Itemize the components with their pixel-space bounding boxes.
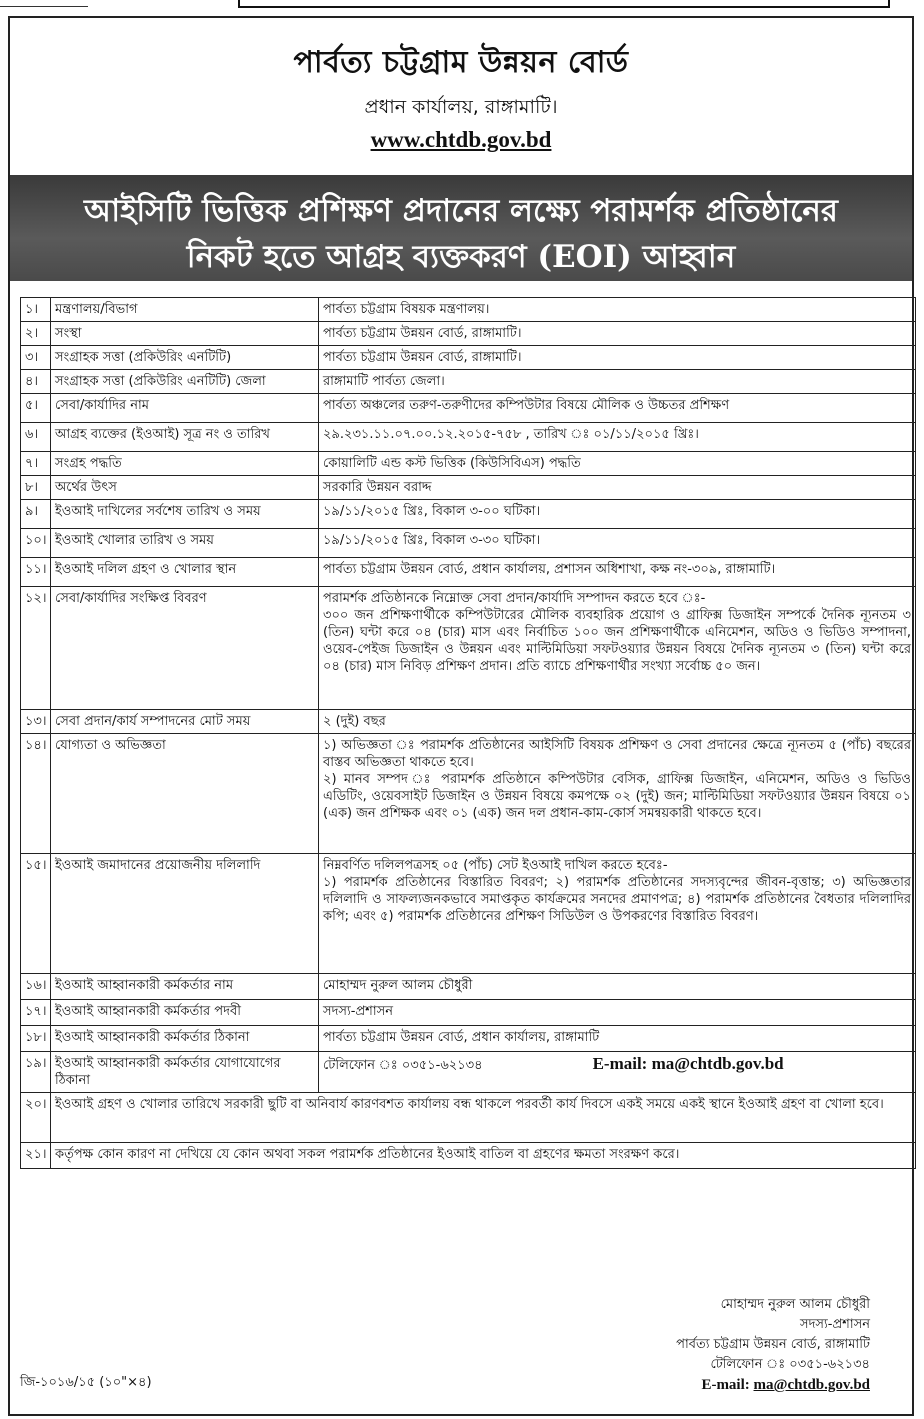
row-label: ইওআই দলিল গ্রহণ ও খোলার স্থান — [51, 558, 319, 587]
table-row — [21, 558, 916, 587]
row-value — [319, 476, 916, 500]
table-row — [21, 529, 916, 558]
row-value-paragraph: সরকারি উন্নয়ন বরাদ্দ — [323, 480, 432, 495]
email-link[interactable]: ma@chtdb.gov.bd — [753, 1377, 870, 1393]
row-value-paragraph: মোহাম্মদ নুরুল আলম চৌধুরী — [323, 978, 473, 993]
banner-line-1: আইসিটি ভিত্তিক প্রশিক্ষণ প্রদানের লক্ষ্যে পরামর্শক প্রতিষ্ঠানের — [84, 193, 838, 229]
row-value-paragraph: সদস্য-প্রশাসন — [323, 1004, 393, 1019]
row-value — [319, 1052, 916, 1093]
row-label: ইওআই জমাদানের প্রয়োজনীয় দলিলাদি — [51, 854, 319, 974]
row-label: সেবা প্রদান/কার্য সম্পাদনের মোট সময় — [51, 710, 319, 734]
row-value-paragraph: পার্বত্য চট্টগ্রাম উন্নয়ন বোর্ড, প্রধান কার্যালয়, রাঙ্গামাটি — [323, 1030, 600, 1045]
row-label: মন্ত্রণালয়/বিভাগ — [51, 298, 319, 322]
table-row-note — [21, 1093, 916, 1143]
row-value-paragraph: ১৯/১১/২০১৫ খ্রিঃ, বিকাল ৩-৩০ ঘটিকা। — [323, 533, 541, 548]
signatory-phone: টেলিফোন ঃ ০৩৫১-৬২১৩৪ — [710, 1357, 870, 1372]
row-value-paragraph: পার্বত্য অঞ্চলের তরুণ-তরুণীদের কম্পিউটার বিষয়ে মৌলিক ও উচ্চতর প্রশিক্ষণ — [323, 398, 730, 413]
table-row — [21, 854, 916, 974]
row-label: ইওআই খোলার তারিখ ও সময় — [51, 529, 319, 558]
row-number: ২। — [21, 322, 51, 346]
eoi-details-table — [20, 297, 916, 1169]
table-row-note — [21, 1143, 916, 1169]
row-value — [319, 298, 916, 322]
notice-title-banner — [10, 175, 912, 281]
row-value-paragraph: ২) মানব সম্পদ ঃ পরামর্শক প্রতিষ্ঠানে কম্পিউটার বেসিক, গ্রাফিক্স ডিজাইন, এনিমেশন, অডিও ও ভিডিও এডিটিং, ওয়েবসাইট ডিজাইন ও উন্নয়ন বিষয়ে কমপক্ষে ০২ (দুই) জন; মাল্টিমিডিয়া সফটওয়্যার উন্নয়ন বিষয়ে ০১ (এক) জন প্রশিক্ষক এবং ০১ (এক) জন দল প্রধান-কাম-কোর্স সমন্বয়কারী থাকতে হবে। — [323, 772, 911, 821]
row-note-text: কর্তৃপক্ষ কোন কারণ না দেখিয়ে যে কোন অথবা সকল পরামর্শক প্রতিষ্ঠানের ইওআই বাতিল বা গ্রহণের ক্ষমতা সংরক্ষণ করে। — [51, 1143, 916, 1169]
row-value-paragraph: রাঙ্গামাটি পার্বত্য জেলা। — [323, 374, 445, 389]
row-value — [319, 423, 916, 452]
row-value-paragraph: কোয়ালিটি এন্ড কস্ট ভিত্তিক (কিউসিবিএস) পদ্ধতি — [323, 456, 581, 471]
row-value — [319, 394, 916, 423]
row-number: ৭। — [21, 452, 51, 476]
row-label: ইওআই দাখিলের সর্বশেষ তারিখ ও সময় — [51, 500, 319, 529]
row-value — [319, 558, 916, 587]
row-value-paragraph: ১) অভিজ্ঞতা ঃ পরামর্শক প্রতিষ্ঠানের আইসিটি বিষয়ক প্রশিক্ষণ ও সেবা প্রদানের ক্ষেত্রে ন্যূনতম ৫ (পাঁচ) বছরের বাস্তব অভিজ্ঞতা থাকতে হবে। — [323, 738, 911, 770]
table-row — [21, 423, 916, 452]
row-value — [319, 1000, 916, 1026]
row-value-paragraph: ১৯/১১/২০১৫ খ্রিঃ, বিকাল ৩-০০ ঘটিকা। — [323, 504, 541, 519]
row-number: ৩। — [21, 346, 51, 370]
row-value-paragraph: ২৯.২৩১.১১.০৭.০০.১২.২০১৫-৭৫৮ , তারিখ ঃ ০১/১১/২০১৫ খ্রিঃ। — [323, 427, 699, 442]
row-label: অর্থের উৎস — [51, 476, 319, 500]
row-value — [319, 500, 916, 529]
row-note-text: ইওআই গ্রহণ ও খোলার তারিখে সরকারী ছুটি বা অনিবার্য কারণবশত কার্যালয় বন্ধ থাকলে পরবর্তী কার্য দিবসে একই সময়ে একই স্থানে ইওআই গ্রহণ বা খোলা হবে। — [51, 1093, 916, 1143]
row-value-paragraph: ১) পরামর্শক প্রতিষ্ঠানের বিস্তারিত বিবরণ; ২) পরামর্শক প্রতিষ্ঠানের সদস্যবৃন্দের জীবন-বৃত্তান্ত; ৩) অভিজ্ঞতার দলিলাদি ও সাফল্যজনকভাবে সমাপ্তকৃত কার্যক্রমের সনদের প্রমাণপত্র; ৪) পরামর্শক প্রতিষ্ঠানের বৈধতার দলিলাদির কপি; এবং ৫) পরামর্শক প্রতিষ্ঠানের প্রশিক্ষণ সিডিউল ও উপকরণের বিস্তারিত বিবরণ। — [323, 875, 911, 924]
table-row — [21, 587, 916, 710]
top-border-box — [238, 0, 890, 8]
row-number: ১৫। — [21, 854, 51, 974]
office-address: প্রধান কার্যালয়, রাঙ্গামাটি। — [364, 96, 558, 118]
row-number: ১৩। — [21, 710, 51, 734]
header — [10, 18, 912, 178]
row-value — [319, 854, 916, 974]
row-number: ৯। — [21, 500, 51, 529]
row-value-paragraph: নিম্নবর্ণিত দলিলপত্রসহ ০৫ (পাঁচ) সেট ইওআই দাখিল করতে হবেঃ- — [323, 858, 668, 873]
row-label: সংগ্রাহক সত্তা (প্রকিউরিং এনটিটি) জেলা — [51, 370, 319, 394]
row-number: ১০। — [21, 529, 51, 558]
table-row-contact — [21, 1052, 916, 1093]
table-row — [21, 394, 916, 423]
row-value — [319, 734, 916, 854]
signature-block — [676, 1295, 870, 1395]
row-label: সংগ্রহ পদ্ধতি — [51, 452, 319, 476]
top-strip — [0, 0, 924, 8]
table-row — [21, 974, 916, 1000]
row-number: ১। — [21, 298, 51, 322]
table-row — [21, 370, 916, 394]
row-number: ১৪। — [21, 734, 51, 854]
banner-line-2: নিকট হতে আগ্রহ ব্যক্তকরণ (EOI) আহ্বান — [186, 239, 736, 275]
row-value — [319, 322, 916, 346]
row-value — [319, 974, 916, 1000]
row-number: ২০। — [21, 1093, 51, 1143]
row-value — [319, 587, 916, 710]
row-label: সংগ্রাহক সত্তা (প্রকিউরিং এনটিটি) — [51, 346, 319, 370]
row-label: ইওআই আহ্বানকারী কর্মকর্তার ঠিকানা — [51, 1026, 319, 1052]
table-row — [21, 322, 916, 346]
signatory-designation: সদস্য-প্রশাসন — [800, 1317, 870, 1332]
row-label: আগ্রহ ব্যক্তের (ইওআই) সূত্র নং ও তারিখ — [51, 423, 319, 452]
row-value-paragraph: পার্বত্য চট্টগ্রাম উন্নয়ন বোর্ড, প্রধান কার্যালয়, প্রশাসন অধিশাখা, কক্ষ নং-৩০৯, রাঙ্গামাটি। — [323, 562, 776, 577]
row-value-paragraph: পরামর্শক প্রতিষ্ঠানকে নিম্নোক্ত সেবা প্রদান/কার্যাদি সম্পাদন করতে হবে ঃ- — [323, 591, 706, 606]
row-value-paragraph: পার্বত্য চট্টগ্রাম উন্নয়ন বোর্ড, রাঙ্গামাটি। — [323, 350, 522, 365]
row-number: ১২। — [21, 587, 51, 710]
row-label: সেবা/কার্যাদির নাম — [51, 394, 319, 423]
row-number: ৫। — [21, 394, 51, 423]
email-label: E-mail: — [701, 1377, 750, 1393]
row-number: ১৭। — [21, 1000, 51, 1026]
table-row — [21, 476, 916, 500]
row-label: যোগ্যতা ও অভিজ্ঞতা — [51, 734, 319, 854]
row-number: ১৬। — [21, 974, 51, 1000]
table-row — [21, 1026, 916, 1052]
row-value-paragraph: ৩০০ জন প্রশিক্ষণার্থীকে কম্পিউটারের মৌলিক ব্যবহারিক প্রয়োগ ও গ্রাফিক্স ডিজাইন সম্পর্কে দৈনিক ন্যূনতম ৩ (তিন) ঘন্টা করে ০৪ (চার) মাস এবং নির্বাচিত ১০০ জন প্রশিক্ষণার্থীকে এনিমেশন, অডিও ও ভিডিও সম্পাদনা, ওয়েব-পেইজ ডিজাইন ও উন্নয়ন এবং মাল্টিমিডিয়া সফটওয়্যার উন্নয়ন বিষয়ে দৈনিক ন্যূনতম ৩ (তিন) ঘন্টা করে ০৪ (চার) মাস নিবিড় প্রশিক্ষণ প্রদান। প্রতি ব্যাচে প্রশিক্ষণার্থীর সংখ্যা সর্বোচ্চ ৫০ জন। — [323, 608, 911, 674]
contact-phone: টেলিফোন ঃ ০৩৫১-৬২১৩৪ — [323, 1058, 483, 1073]
table-row — [21, 346, 916, 370]
table-row — [21, 298, 916, 322]
row-number: ১৯। — [21, 1052, 51, 1093]
top-left-rule — [0, 0, 88, 7]
signatory-organization: পার্বত্য চট্টগ্রাম উন্নয়ন বোর্ড, রাঙ্গামাটি — [676, 1337, 870, 1352]
table-row — [21, 500, 916, 529]
row-number: ৮। — [21, 476, 51, 500]
table-row — [21, 1000, 916, 1026]
row-value — [319, 452, 916, 476]
row-value — [319, 370, 916, 394]
table-row — [21, 734, 916, 854]
row-number: ১১। — [21, 558, 51, 587]
row-label: সেবা/কার্যাদির সংক্ষিপ্ত বিবরণ — [51, 587, 319, 710]
row-value — [319, 529, 916, 558]
row-value-paragraph: ২ (দুই) বছর — [323, 714, 386, 729]
row-value — [319, 710, 916, 734]
contact-email[interactable]: E-mail: ma@chtdb.gov.bd — [592, 1054, 784, 1073]
signatory-email — [676, 1375, 870, 1395]
row-value — [319, 346, 916, 370]
signatory-name: মোহাম্মদ নুরুল আলম চৌধুরী — [720, 1297, 870, 1312]
row-number: ২১। — [21, 1143, 51, 1169]
table-row — [21, 710, 916, 734]
table-row — [21, 452, 916, 476]
row-label: সংস্থা — [51, 322, 319, 346]
row-number: ৬। — [21, 423, 51, 452]
row-number: ৪। — [21, 370, 51, 394]
row-label: ইওআই আহ্বানকারী কর্মকর্তার পদবী — [51, 1000, 319, 1026]
row-number: ১৮। — [21, 1026, 51, 1052]
row-value-paragraph: পার্বত্য চট্টগ্রাম উন্নয়ন বোর্ড, রাঙ্গামাটি। — [323, 326, 522, 341]
row-value-paragraph: পার্বত্য চট্টগ্রাম বিষয়ক মন্ত্রণালয়। — [323, 302, 490, 317]
website-link[interactable]: www.chtdb.gov.bd — [370, 127, 552, 152]
row-label: ইওআই আহ্বানকারী কর্মকর্তার নাম — [51, 974, 319, 1000]
row-value — [319, 1026, 916, 1052]
row-label: ইওআই আহ্বানকারী কর্মকর্তার যোগাযোগের ঠিকানা — [51, 1052, 319, 1093]
organization-name: পার্বত্য চট্টগ্রাম উন্নয়ন বোর্ড — [293, 45, 629, 80]
reference-code: জি-১০১৬/১৫ (১০"×৪) — [20, 1375, 152, 1390]
